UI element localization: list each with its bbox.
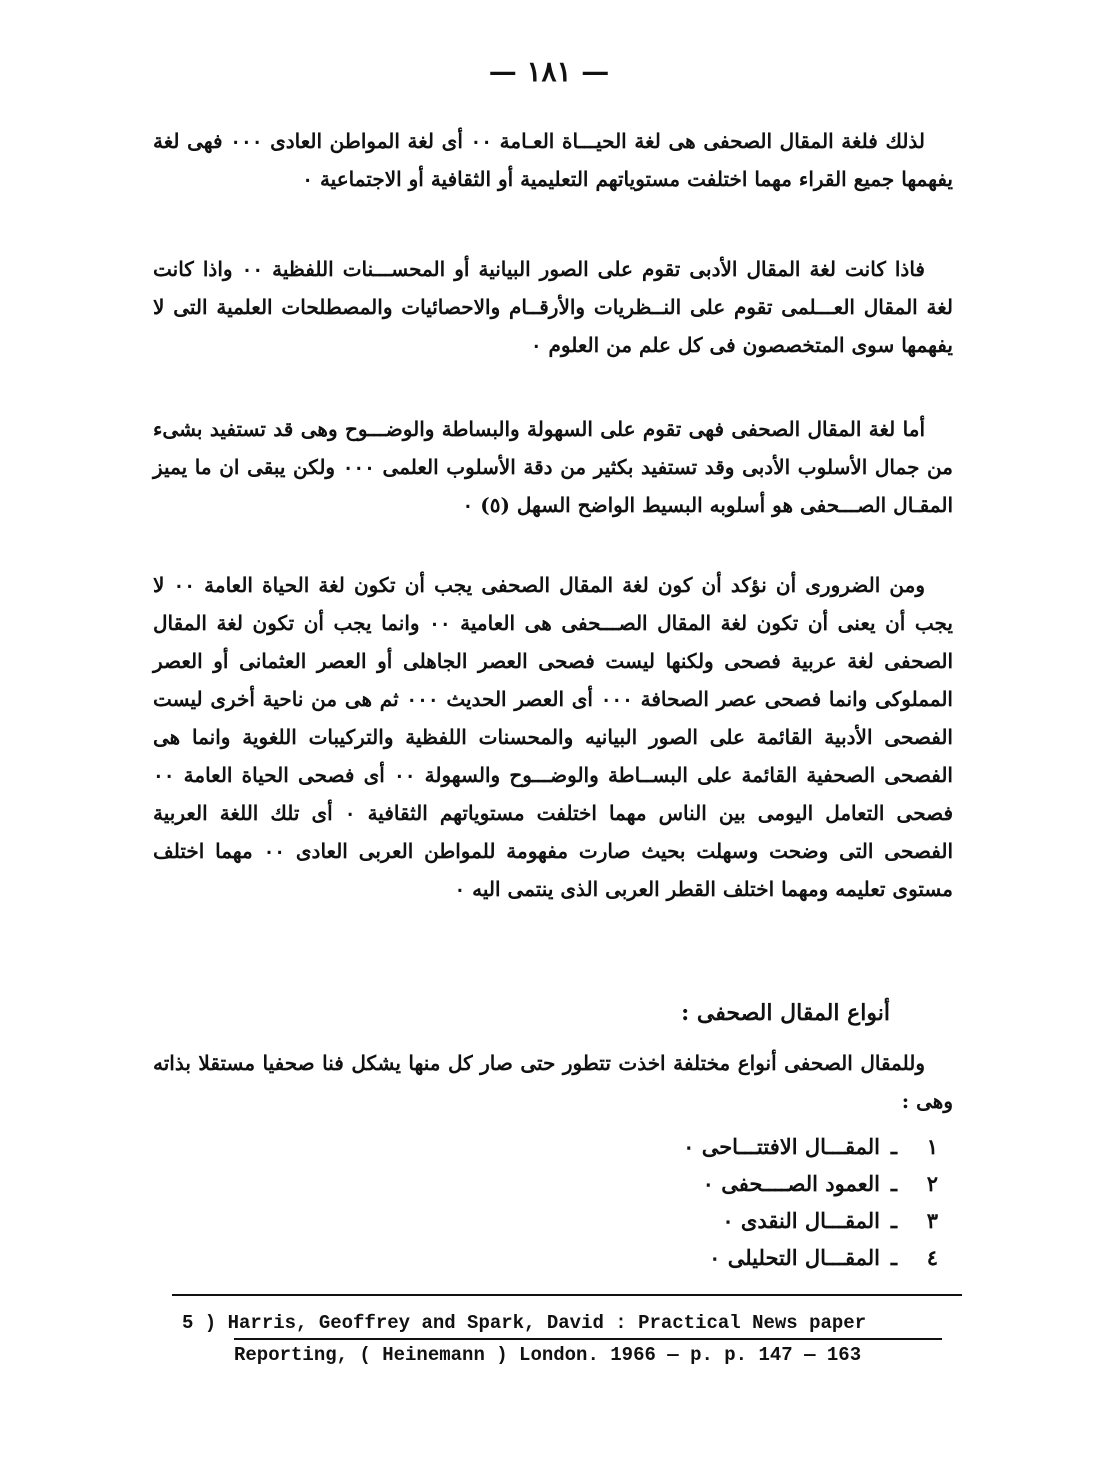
section-intro-text: وللمقال الصحفى أنواع مختلفة اخذت تتطور حتى صار كل منها يشكل فنا صحفيا مستقلا بذاته وهى : [153,1051,953,1113]
page-number: — ١٨١ — [488,55,610,88]
footnote-divider [172,1294,962,1296]
paragraph-1 [153,122,953,198]
list-item [683,1202,938,1239]
list-item [683,1165,938,1202]
list-item-dash: ـ [890,1171,898,1196]
list-item-dash: ـ [890,1245,898,1270]
paragraph-3 [153,410,953,524]
list-item-label: المقـــال النقدى ٠ [722,1208,880,1233]
list-item-dash: ـ [890,1208,898,1233]
footnote-line-2: Reporting, ( Heinemann ) London. 1966 — p. p. 147 — 163 [234,1344,862,1366]
paragraph-2 [153,250,953,364]
paragraph-1-text: لذلك فلغة المقال الصحفى هى لغة الحيـــاة العـامة ٠٠ أى لغة المواطن العادى ٠٠٠ فهى لغة يفهمها جميع القراء مهما اختلفت مستوياتهم التعليمية أو الثقافية أو الاجتماعية ٠ [153,129,953,191]
list-item-label: العمود الصــــحفى ٠ [702,1171,880,1196]
footnote [182,1308,962,1370]
section-intro [153,1044,953,1120]
paragraph-4 [153,566,953,908]
list-item-label: المقـــال الافتتـــاحى ٠ [683,1134,880,1159]
list-item-number: ١ [926,1134,938,1159]
list-item-label: المقـــال التحليلى ٠ [709,1245,880,1270]
paragraph-2-text: فاذا كانت لغة المقال الأدبى تقوم على الصور البيانية أو المحســـنات اللفظية ٠٠ واذا كانت لغة المقال العـــلمى تقوم على النــظريات والأرقــام والاحصائيات والمصطلحات العلمية التى لا يفهمها سوى المتخصصون فى كل علم من العلوم ٠ [153,257,953,357]
article-types-list [683,1128,938,1276]
footnote-line-1: 5 ) Harris, Geoffrey and Spark, David : Practical News paper [182,1312,867,1334]
list-item-number: ٢ [926,1171,938,1196]
section-heading: أنواع المقال الصحفى : [681,1000,890,1026]
list-item-number: ٤ [926,1245,938,1270]
list-item [683,1239,938,1276]
list-item-number: ٣ [926,1208,938,1233]
paragraph-4-text: ومن الضرورى أن نؤكد أن كون لغة المقال الصحفى يجب أن تكون لغة الحياة العامة ٠٠ لا يجب أن يعنى أن تكون لغة المقال الصـــحفى هى العامية ٠٠ وانما يجب أن تكون لغة المقال الصحفى لغة عربية فصحى ولكنها ليست فصحى العصر الجاهلى أو العصر العثمانى أو العصر المملوكى وانما فصحى عصر الصحافة ٠٠٠ أى العصر الحديث ٠٠٠ ثم هى من ناحية أخرى ليست الفصحى الأدبية القائمة على الصور البيانيه والمحسنات اللفظية والتركيبات اللغوية وانما هى الفصحى الصحفية القائمة على البســاطة والوضـــوح والسهولة ٠٠ أى فصحى الحياة العامة ٠٠ فصحى التعامل اليومى بين الناس مهما اختلفت مستوياتهم الثقافية ٠ أى تلك اللغة العربية الفصحى التى وضحت وسهلت بحيث صارت مفهومة للمواطن العربى العادى ٠٠ مهما اختلف مستوى تعليمه ومهما اختلف القطر العربى الذى ينتمى اليه ٠ [153,573,954,901]
list-item-dash: ـ [890,1134,898,1159]
list-item [683,1128,938,1165]
paragraph-3-text: أما لغة المقال الصحفى فهى تقوم على السهولة والبساطة والوضـــوح وهى قد تستفيد بشىء من جمال الأسلوب الأدبى وقد تستفيد بكثير من دقة الأسلوب العلمى ٠٠٠ ولكن يبقى ان ما يميز المقـال الصـــحفى هو أسلوبه البسيط الواضح السهل (٥) ٠ [153,417,953,517]
